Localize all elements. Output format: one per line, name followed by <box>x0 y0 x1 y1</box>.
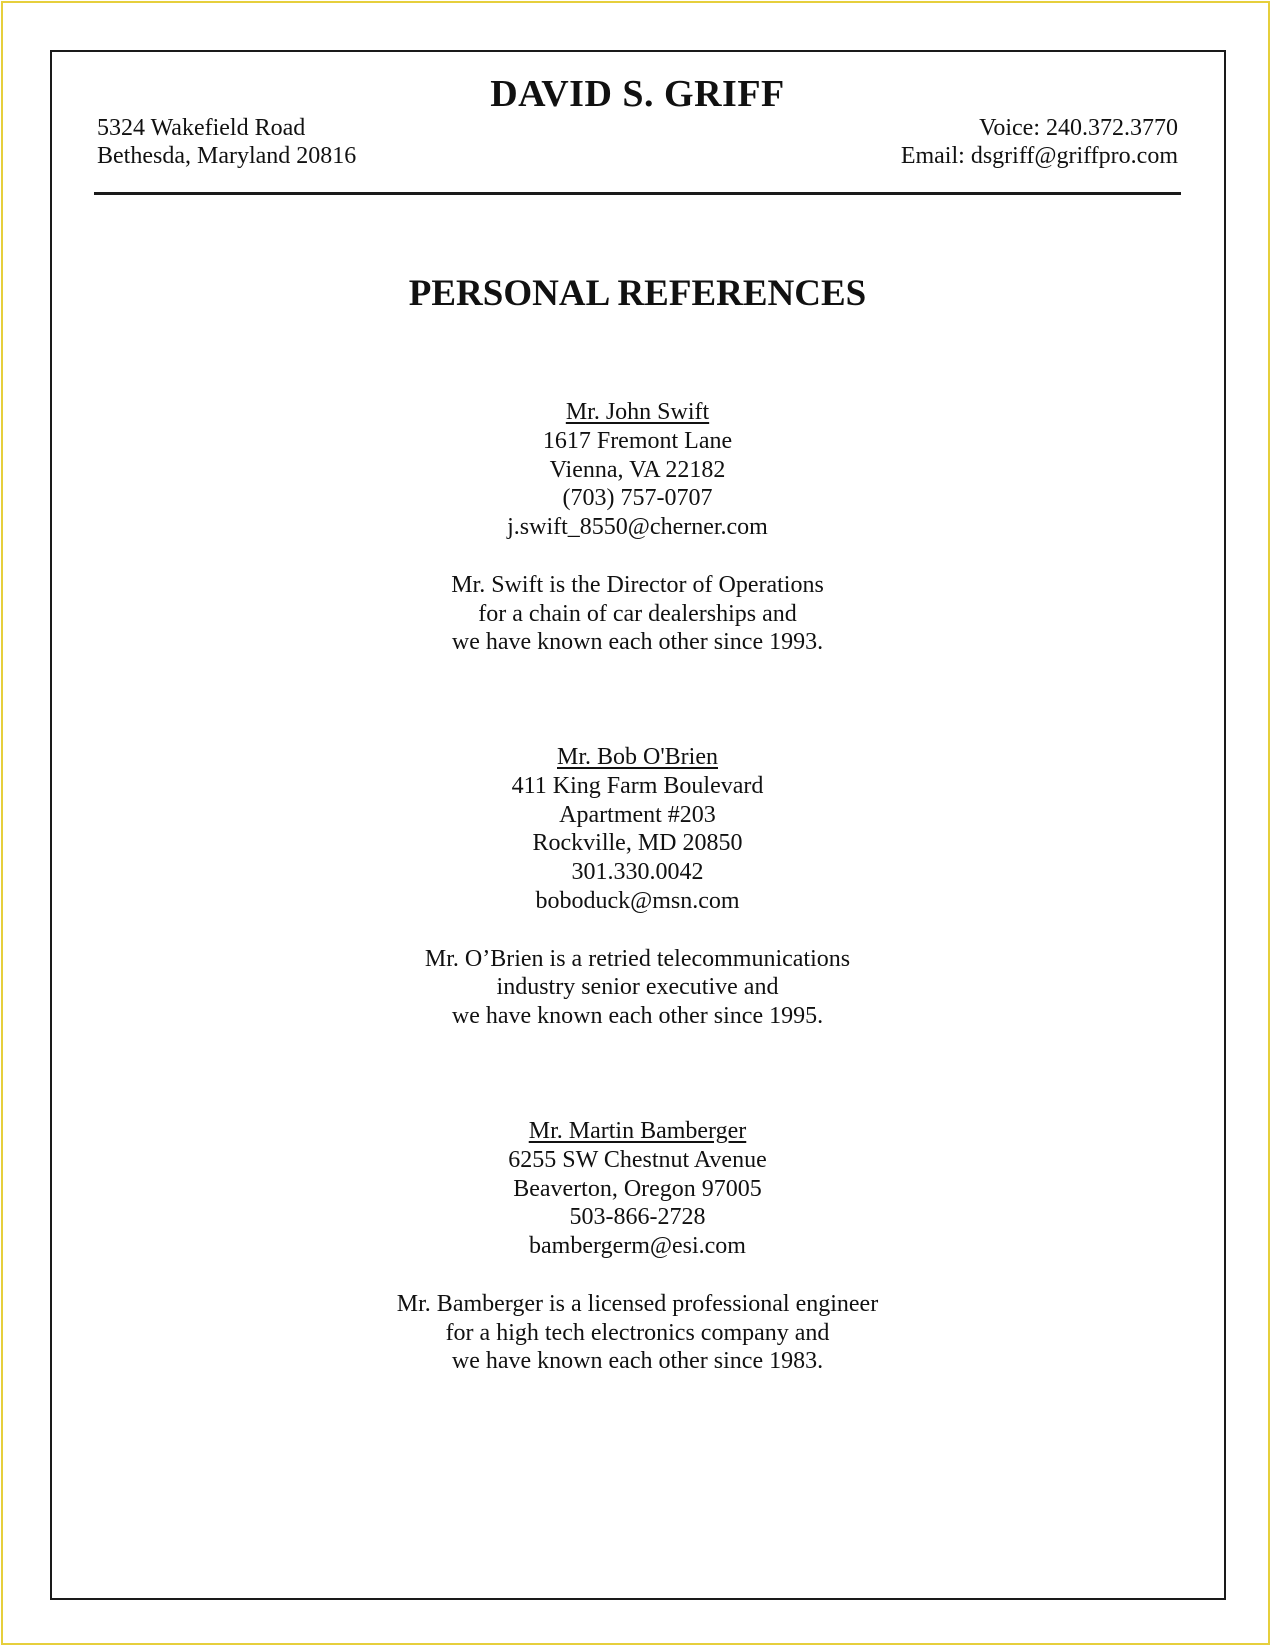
reference-address-city: Vienna, VA 22182 <box>549 456 726 483</box>
reference-phone: (703) 757-0707 <box>562 485 713 512</box>
reference-email: boboduck@msn.com <box>535 887 740 914</box>
reference-phone: 503-866-2728 <box>569 1204 706 1231</box>
contact-block <box>901 114 1178 170</box>
reference-phone: 301.330.0042 <box>571 859 704 886</box>
address-line-1: 5324 Wakefield Road <box>97 115 306 141</box>
reference-name: Mr. Bob O'Brien <box>557 744 718 770</box>
description-line: for a high tech electronics company and <box>445 1319 830 1346</box>
reference-entry <box>0 398 1275 657</box>
reference-address-city: Beaverton, Oregon 97005 <box>513 1175 762 1202</box>
reference-description <box>0 945 1275 1031</box>
reference-email: j.swift_8550@cherner.com <box>507 514 768 541</box>
reference-description <box>0 1290 1275 1376</box>
applicant-name: DAVID S. GRIFF <box>490 73 785 115</box>
reference-address-street: 1617 Fremont Lane <box>542 427 733 454</box>
reference-address-street: 6255 SW Chestnut Avenue <box>508 1146 767 1173</box>
reference-name: Mr. John Swift <box>565 399 710 425</box>
description-line: Mr. Swift is the Director of Operations <box>451 571 824 598</box>
description-line: for a chain of car dealerships and <box>478 600 797 627</box>
description-line: we have known each other since 1995. <box>451 1003 824 1030</box>
reference-description <box>0 571 1275 657</box>
description-line: we have known each other since 1983. <box>451 1348 824 1375</box>
reference-email: bambergerm@esi.com <box>529 1233 746 1260</box>
reference-address-city: Rockville, MD 20850 <box>532 830 743 857</box>
reference-address-apartment: Apartment #203 <box>559 801 716 828</box>
reference-name: Mr. Martin Bamberger <box>528 1118 747 1144</box>
description-line: Mr. Bamberger is a licensed professional engineer <box>396 1290 879 1317</box>
reference-entry <box>0 743 1275 1031</box>
description-line: industry senior executive and <box>496 974 779 1001</box>
section-title: PERSONAL REFERENCES <box>408 273 867 314</box>
description-line: we have known each other since 1993. <box>451 629 824 656</box>
address-block <box>97 114 356 170</box>
reference-entry <box>0 1117 1275 1376</box>
address-line-2: Bethesda, Maryland 20816 <box>97 143 357 169</box>
description-line: Mr. O’Brien is a retried telecommunications <box>424 945 851 972</box>
header-divider <box>94 192 1181 195</box>
voice-phone: Voice: 240.372.3770 <box>979 115 1178 141</box>
reference-address-street: 411 King Farm Boulevard <box>511 772 764 799</box>
email-address: Email: dsgriff@griffpro.com <box>900 143 1178 169</box>
